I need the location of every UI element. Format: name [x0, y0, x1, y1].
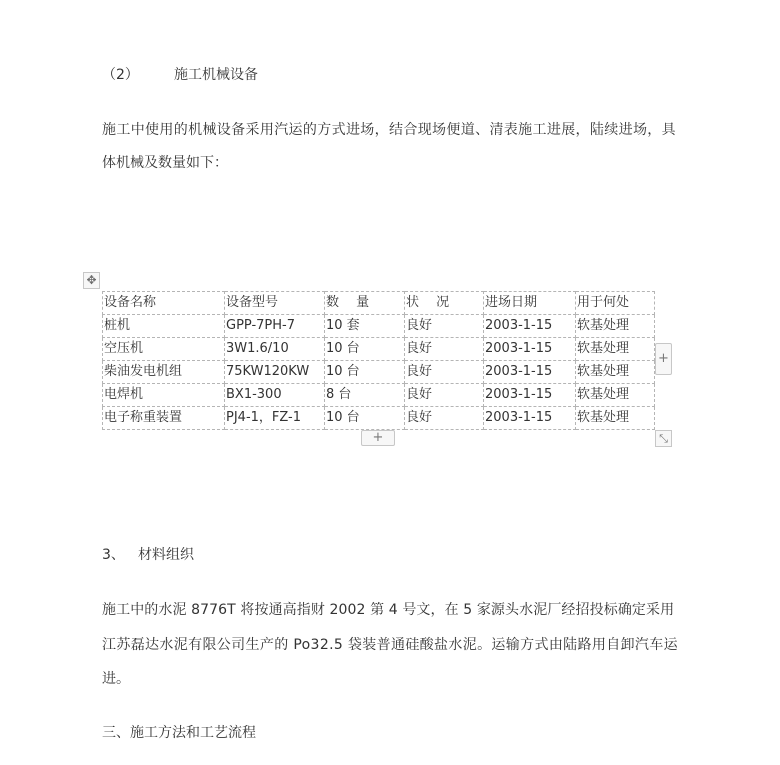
table-cell[interactable]: 8 台: [325, 384, 405, 407]
table-cell[interactable]: 软基处理: [576, 361, 655, 384]
table-cell[interactable]: 良好: [405, 315, 484, 338]
section-three-heading: 三、施工方法和工艺流程: [102, 725, 256, 741]
paragraph-2-line-2: 江苏磊达水泥有限公司生产的 Po32.5 袋装普通硅酸盐水泥。运输方式由陆路用自卸汽车运: [102, 637, 678, 653]
table-cell[interactable]: 2003-1-15: [484, 384, 576, 407]
table-cell[interactable]: 柴油发电机组: [103, 361, 225, 384]
section-3-title: 材料组织: [138, 547, 194, 563]
add-row-button[interactable]: +: [361, 430, 395, 446]
section-3-heading: [102, 545, 194, 565]
header-cell[interactable]: 设备型号: [225, 292, 325, 315]
section-2-number: （2）: [102, 67, 139, 83]
header-cell[interactable]: 数 量: [325, 292, 405, 315]
table-cell[interactable]: 3W1.6/10: [225, 338, 325, 361]
paragraph-1-line-2: 体机械及数量如下：: [102, 155, 228, 171]
paragraph-2-line-1: 施工中的水泥 8776T 将按通高指财 2002 第 4 号文，在 5 家源头水泥厂经招投标确定采用: [102, 602, 675, 618]
paragraph-1-line-1: 施工中使用的机械设备采用汽运的方式进场，结合现场便道、清表施工进展，陆续进场，具: [102, 122, 676, 138]
table-cell[interactable]: 2003-1-15: [484, 361, 576, 384]
table-cell[interactable]: 桩机: [103, 315, 225, 338]
table-cell[interactable]: 10 台: [325, 407, 405, 430]
table-resize-icon[interactable]: ⤡: [655, 430, 672, 447]
add-column-button[interactable]: +: [655, 343, 672, 375]
header-cell[interactable]: 设备名称: [103, 292, 225, 315]
table-row: [103, 315, 655, 338]
table-cell[interactable]: 电焊机: [103, 384, 225, 407]
table-cell[interactable]: 10 套: [325, 315, 405, 338]
table-cell[interactable]: 软基处理: [576, 407, 655, 430]
header-cell[interactable]: 用于何处: [576, 292, 655, 315]
table-cell[interactable]: 75KW120KW: [225, 361, 325, 384]
table-cell[interactable]: 软基处理: [576, 315, 655, 338]
table-cell[interactable]: 2003-1-15: [484, 407, 576, 430]
table-cell[interactable]: 良好: [405, 361, 484, 384]
table-cell[interactable]: 10 台: [325, 338, 405, 361]
table-cell[interactable]: PJ4-1，FZ-1: [225, 407, 325, 430]
header-cell[interactable]: 进场日期: [484, 292, 576, 315]
table-cell[interactable]: BX1-300: [225, 384, 325, 407]
table-header-row: [103, 292, 655, 315]
table-cell[interactable]: 软基处理: [576, 338, 655, 361]
table-cell[interactable]: 良好: [405, 384, 484, 407]
table-cell[interactable]: 电子称重装置: [103, 407, 225, 430]
table-row: [103, 338, 655, 361]
section-2-heading: [102, 65, 258, 85]
header-cell[interactable]: 状 况: [405, 292, 484, 315]
equipment-table: [102, 291, 655, 430]
table-cell[interactable]: 软基处理: [576, 384, 655, 407]
section-2-title: 施工机械设备: [174, 67, 258, 83]
table-cell[interactable]: 良好: [405, 407, 484, 430]
table-move-icon[interactable]: ✥: [83, 272, 100, 289]
table-cell[interactable]: 良好: [405, 338, 484, 361]
table-cell[interactable]: 2003-1-15: [484, 338, 576, 361]
table-cell[interactable]: 空压机: [103, 338, 225, 361]
table-row: [103, 407, 655, 430]
paragraph-2-line-3: 进。: [102, 671, 130, 687]
table-cell[interactable]: 2003-1-15: [484, 315, 576, 338]
table-cell[interactable]: GPP-7PH-7: [225, 315, 325, 338]
table-row: [103, 384, 655, 407]
table-cell[interactable]: 10 台: [325, 361, 405, 384]
table-row: [103, 361, 655, 384]
section-3-number: 3、: [102, 547, 125, 563]
